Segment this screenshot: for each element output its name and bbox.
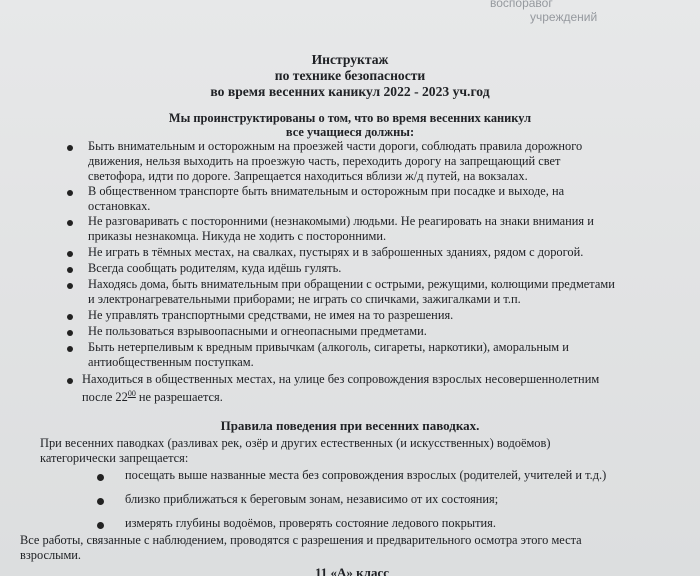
bullet-icon (97, 522, 104, 529)
rule-9-line-2: антиобщественным поступкам. (88, 355, 254, 369)
bullet-icon (67, 220, 73, 226)
bullet-icon (67, 267, 73, 273)
bullet-icon (97, 474, 104, 481)
title-line-3: во время весенних каникул 2022 - 2023 уч.год (210, 84, 490, 99)
flood-outro-line-1: Все работы, связанные с наблюдением, проводятся с разрешения и предварительного осмотра этого места (20, 533, 582, 547)
intro-line-1: Мы проинструктированы о том, что во время весенних каникул (168, 111, 532, 125)
bullet-icon (67, 251, 73, 257)
curfew-time: после 22 (82, 390, 128, 405)
flood-item-1: посещать выше названные места без сопровождения взрослых (родителей, учителей и т.д.) (125, 468, 607, 482)
rule-7-line-1: Не управлять транспортными средствами, не имея на то разрешения. (88, 308, 454, 322)
curfew-suffix: не разрешается. (135, 390, 223, 405)
bullet-icon (67, 145, 73, 151)
bullet-icon (97, 498, 104, 505)
title-line-1: Инструктаж (311, 52, 389, 67)
rule-10-line-1: Находиться в общественных местах, на улице без сопровождения взрослых несовершеннолетним (82, 372, 600, 386)
bullet-icon (67, 378, 73, 384)
curfew-time-superscript: 00 (127, 389, 136, 398)
rule-6-line-1: Находясь дома, быть внимательным при обращении с острыми, режущими, колющими предметами (88, 277, 615, 291)
bullet-icon (67, 346, 73, 352)
flood-item-2: близко приближаться к береговым зонам, независимо от их состояния; (125, 492, 499, 506)
flood-item-3: измерять глубины водоёмов, проверять состояние ледового покрытия. (125, 516, 496, 530)
rule-3-line-2: приказы незнакомца. Никуда не ходить с посторонними. (88, 229, 387, 243)
flood-heading: Правила поведения при весенних паводках. (220, 418, 480, 433)
bullet-icon (67, 330, 73, 336)
stamp-line-1: воспоравог (490, 0, 553, 10)
rule-3-line-1: Не разговаривать с посторонними (незнакомыми) людьми. Не реагировать на знаки внимания и (88, 214, 594, 228)
bullet-icon (67, 314, 73, 320)
rule-1-line-2: движения, нельзя выходить на проезжую часть, переходить дорогу на запрещающий свет (88, 154, 561, 168)
flood-intro-line-1: При весенних паводках (разливах рек, озёр и других естественных (и искусственных) водоёмов) (40, 436, 551, 450)
flood-outro-line-2: взрослыми. (20, 548, 82, 562)
rule-1-line-3: светофора, идти по дороге. Запрещается находиться вблизи ж/д путей, на вокзалах. (88, 169, 528, 183)
rule-1-line-1: Быть внимательным и осторожным на проезжей части дороги, соблюдать правила дорожного (88, 139, 583, 153)
class-label: 11 «А» класс (315, 565, 389, 576)
rule-8-line-1: Не пользоваться взрывоопасными и огнеопасными предметами. (88, 324, 427, 338)
intro-line-2: все учащиеся должны: (285, 125, 415, 139)
flood-intro-line-2: категорически запрещается: (40, 451, 189, 465)
bullet-icon (67, 190, 73, 196)
stamp-line-2: учреждений (530, 10, 598, 24)
rule-2-line-1: В общественном транспорте быть внимательным и осторожным при посадке и выходе, на (88, 184, 565, 198)
rule-4-line-1: Не играть в тёмных местах, на свалках, пустырях и в заброшенных зданиях, рядом с дорогой. (88, 245, 584, 259)
rule-6-line-2: и электронагревательными приборами; не играть со спичками, зажигалками и т.п. (88, 292, 521, 306)
stamp-fragment (470, 0, 630, 26)
rule-2-line-2: остановках. (88, 199, 151, 213)
rule-10-line-2 (82, 387, 223, 405)
rule-5-line-1: Всегда сообщать родителям, куда идёшь гулять. (88, 261, 342, 275)
title-line-2: по технике безопасности (274, 68, 426, 83)
bullet-icon (67, 283, 73, 289)
rule-9-line-1: Быть нетерпеливым к вредным привычкам (алкоголь, сигареты, наркотики), аморальным и (88, 340, 569, 354)
